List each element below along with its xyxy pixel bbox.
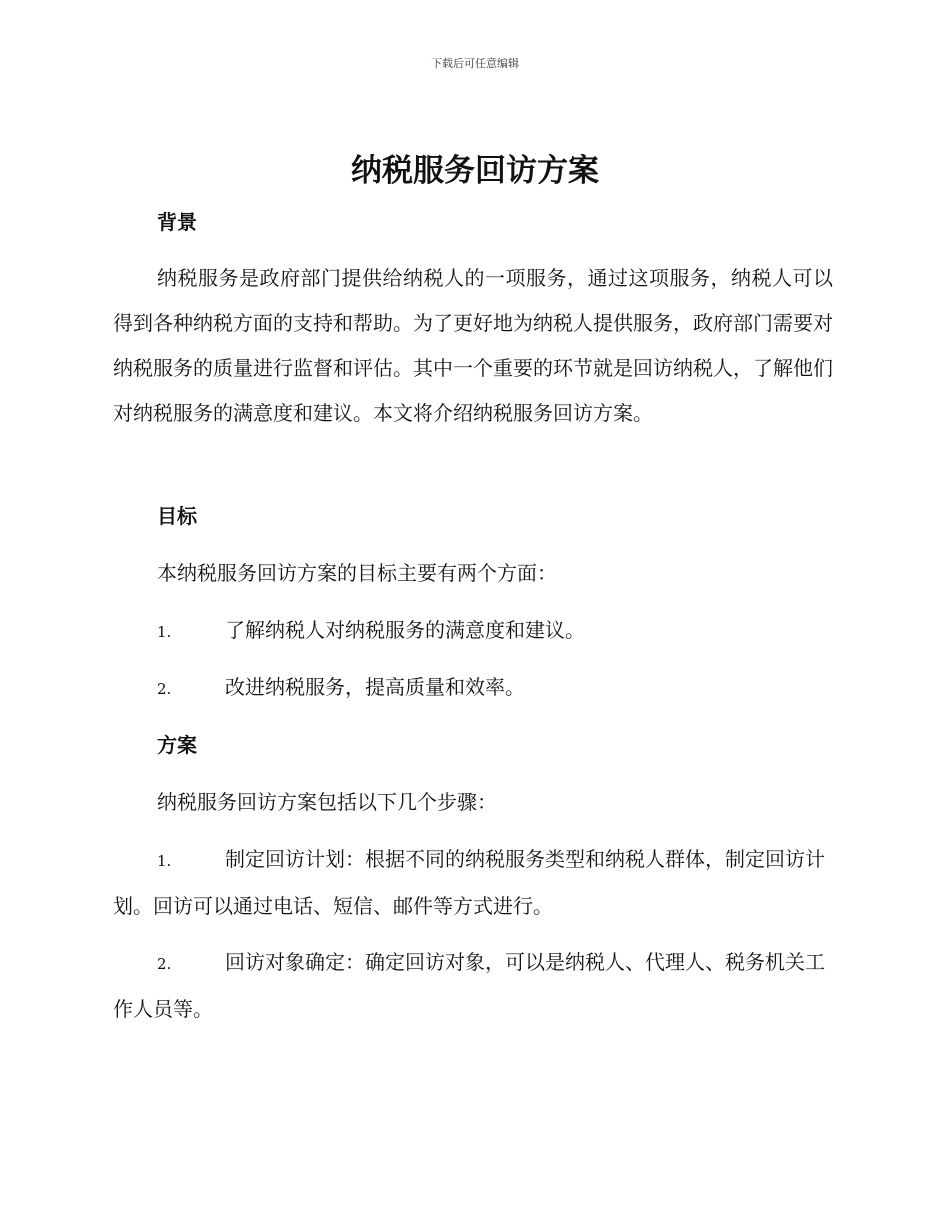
list-number: 2. [157,955,172,973]
list-text: 制定回访计划：根据不同的纳税服务类型和纳税人群体，制定回访计划。回访可以通过电话、短信、邮件等方式进行。 [113,847,825,918]
section-heading-background: 背景 [157,210,197,234]
background-paragraph: 纳税服务是政府部门提供给纳税人的一项服务，通过这项服务，纳税人可以得到各种纳税方面的支持和帮助。为了更好地为纳税人提供服务，政府部门需要对纳税服务的质量进行监督和评估。其中一个重要的环节就是回访纳税人，了解他们对纳税服务的满意度和建议。本文将介绍纳税服务回访方案。 [113,266,833,425]
plan-intro: 纳税服务回访方案包括以下几个步骤： [157,790,497,814]
list-text: 回访对象确定：确定回访对象，可以是纳税人、代理人、税务机关工作人员等。 [113,950,825,1021]
goals-list-item [113,608,833,655]
header-note: 下载后可任意编辑 [431,57,519,70]
list-number: 1. [157,852,172,870]
list-text: 了解纳税人对纳税服务的满意度和建议。 [225,618,585,642]
plan-list-item [113,837,833,929]
goals-intro: 本纳税服务回访方案的目标主要有两个方面： [157,561,557,585]
plan-list-item [113,940,833,1032]
list-number: 2. [157,680,172,698]
goals-list-item [113,665,833,712]
section-heading-plan: 方案 [157,733,197,757]
list-number: 1. [157,623,172,641]
list-text: 改进纳税服务，提高质量和效率。 [225,675,525,699]
document-title: 纳税服务回访方案 [351,153,599,189]
section-heading-goals: 目标 [157,504,197,528]
